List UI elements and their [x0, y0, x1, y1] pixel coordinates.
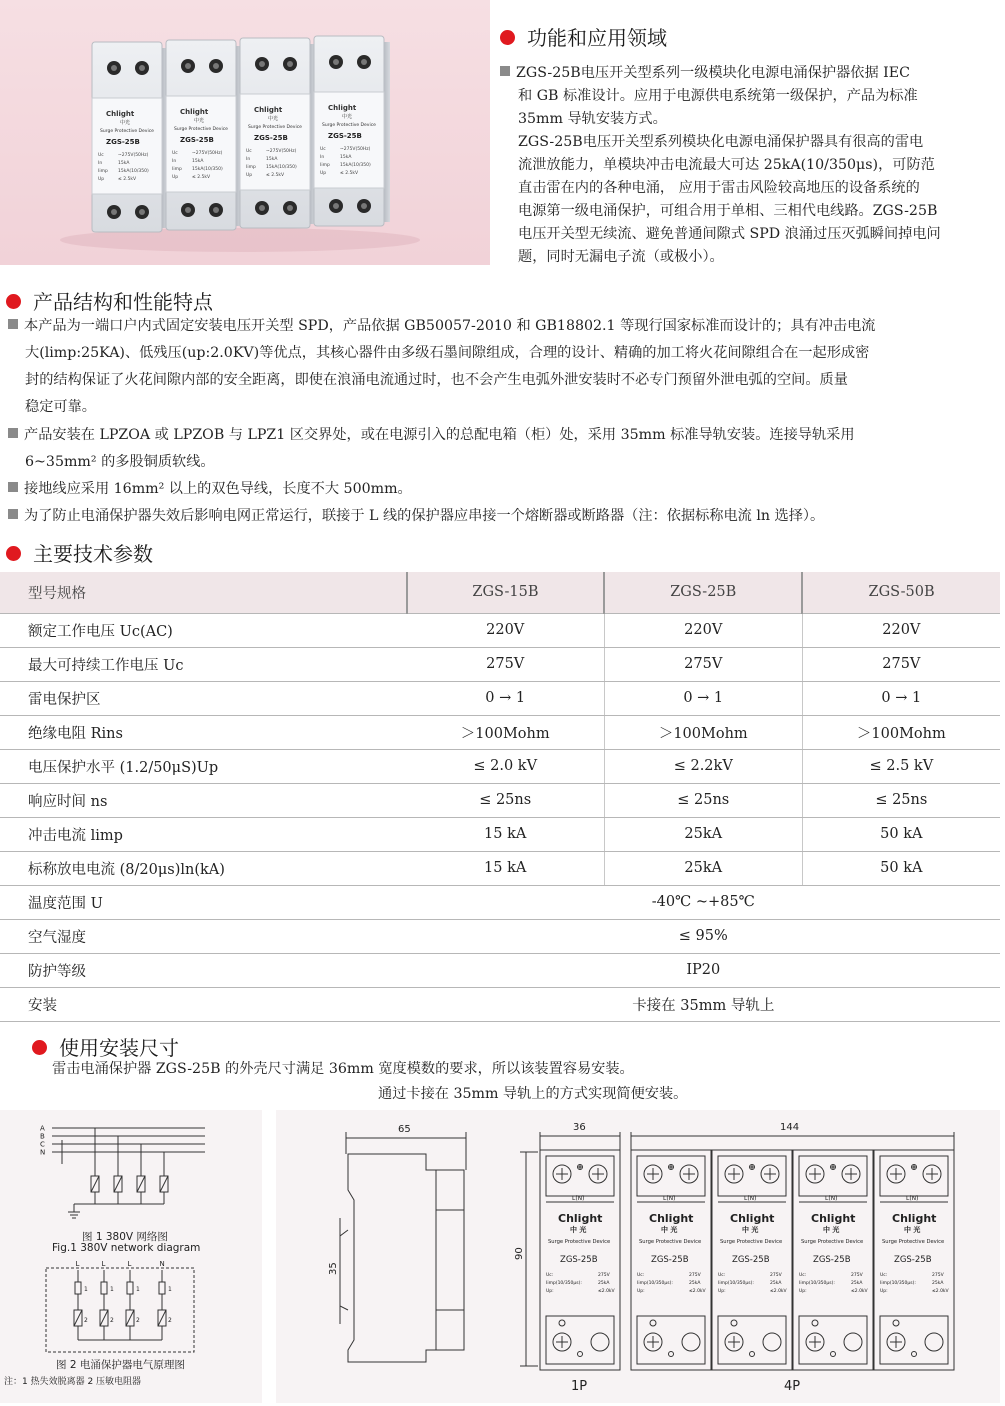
model-label: ZGS-25B	[180, 136, 214, 144]
module-model: ZGS-25B	[651, 1255, 689, 1265]
dimension-text-2: 通过卡接在 35mm 导轨上的方式实现简便安装。	[378, 1086, 688, 1102]
phase-label: B	[40, 1132, 45, 1141]
square-bullet-icon	[8, 509, 18, 519]
spec-key: Up	[98, 177, 105, 182]
model-label: ZGS-25B	[254, 134, 288, 142]
svg-text:1: 1	[168, 1286, 172, 1293]
bullet-line	[8, 503, 1000, 530]
bullet-line-text: 6~35mm² 的多股铜质软线。	[25, 454, 215, 470]
function-paragraph	[500, 62, 1000, 269]
spd-module	[92, 42, 168, 232]
module-spec-key: Uc:	[799, 1273, 807, 1278]
label-1p: 1P	[571, 1379, 588, 1394]
structure-bullet	[8, 476, 1000, 503]
spec-key: In	[246, 157, 251, 162]
module-spec-value: ≤2.0kV	[851, 1289, 868, 1294]
device-label: Surge Protective Device	[174, 127, 228, 132]
dim-rail-label: 35	[328, 1262, 339, 1275]
svg-text:1: 1	[136, 1286, 140, 1293]
spd-module	[314, 36, 390, 226]
spec-value: 15kA	[192, 159, 204, 164]
spec-value: 15kA(10/350)	[266, 165, 297, 170]
paragraph-line: 直击雷在内的各种电涌， 应用于雷击风险较高地压的设备系统的	[518, 180, 920, 196]
table-row	[0, 613, 1000, 647]
module-spec-value: 275V	[851, 1273, 863, 1278]
thermal-disconnector-icon	[101, 1282, 107, 1294]
module-spec-key: Up:	[880, 1289, 888, 1294]
ground-icon	[559, 1320, 565, 1326]
terminal-label: N	[159, 1260, 165, 1268]
bullet-dot-icon	[32, 1040, 47, 1055]
paragraph-line-text: ZGS-25B电压开关型系列一级模块化电源电涌保护器依据 IEC	[516, 65, 910, 81]
svg-text:2: 2	[84, 1317, 88, 1324]
row-label: 雷电保护区	[0, 681, 407, 715]
bullet-dot-icon	[6, 546, 21, 561]
terminal-label: L(N)	[572, 1195, 585, 1202]
svg-text:2: 2	[168, 1317, 172, 1324]
table-row	[0, 681, 1000, 715]
dim-depth-label: 65	[398, 1124, 411, 1135]
ground-icon	[893, 1320, 899, 1326]
thermal-disconnector-icon	[127, 1282, 133, 1294]
module-spec-key: Up:	[718, 1289, 726, 1294]
row-value: ＞100Mohm	[802, 715, 1000, 749]
row-value: ≤ 25ns	[802, 783, 1000, 817]
row-value: -40℃ ~+85℃	[407, 885, 1000, 919]
paragraph-line	[500, 62, 1000, 85]
module-brand-cn: 中 光	[570, 1226, 587, 1234]
row-label: 标称放电电流 (8/20μs)ln(kA)	[0, 851, 407, 885]
module-spec-key: Uc:	[880, 1273, 888, 1278]
structure-bullet	[8, 313, 1000, 421]
model-label: ZGS-25B	[106, 138, 140, 146]
spec-value: 15kA(10/350)	[340, 163, 371, 168]
brand-label-cn: 中光	[194, 118, 205, 124]
module-spec-value: 25kA	[851, 1281, 863, 1286]
spec-key: In	[98, 161, 103, 166]
module-spec-key: Iimp(10/350μs):	[637, 1281, 673, 1286]
spec-key: Up	[172, 175, 179, 180]
brand-label: Chlight	[180, 108, 209, 116]
module-brand-cn: 中 光	[904, 1226, 921, 1234]
module-spec-value: 275V	[598, 1273, 610, 1278]
paragraph-line: 电压开关型无续流、避免普通间隙式 SPD 浪涌过压灭弧瞬间掉电问	[518, 226, 941, 242]
section-title: 功能和应用领域	[527, 26, 667, 50]
module-spec-key: Up:	[799, 1289, 807, 1294]
table-header-model: ZGS-50B	[802, 572, 1000, 613]
row-label: 电压保护水平 (1.2/50μS)Up	[0, 749, 407, 783]
paragraph-line: 35mm 导轨安装方式。	[518, 111, 667, 127]
spec-value: ≤ 2.5kV	[192, 175, 211, 180]
section-title: 产品结构和性能特点	[33, 290, 213, 314]
bullet-line-text: 大(limp:25KA)、低残压(up:2.0KV)等优点，其核心器件由多级石墨间隙组成，合理的设计、精确的加工将火花间隙组合在一起形成密	[25, 345, 870, 361]
paragraph-line: 和 GB 标准设计。应用于电源供电系统第一级保护，产品为标准	[518, 88, 918, 104]
spec-key: Iimp	[320, 163, 330, 168]
module-spec-value: ≤2.0kV	[689, 1289, 706, 1294]
square-bullet-icon	[8, 319, 18, 329]
paragraph-line: 电源第一级电涌保护，可组合用于单相、三相代电线路。ZGS-25B	[518, 203, 938, 219]
device-label: Surge Protective Device	[100, 129, 154, 134]
module-brand-cn: 中 光	[661, 1226, 678, 1234]
module-spec-key: Iimp(10/350μs):	[880, 1281, 916, 1286]
row-value: 275V	[802, 647, 1000, 681]
section-title: 使用安装尺寸	[59, 1036, 179, 1060]
spec-value: 15kA(10/350)	[192, 167, 223, 172]
spec-key: Iimp	[98, 169, 108, 174]
fig2-caption: 图 2 电涌保护器电气原理图	[56, 1359, 185, 1371]
terminal-label: L	[101, 1260, 106, 1268]
spec-key: Uc	[172, 151, 178, 156]
bullet-line	[8, 340, 1000, 367]
bullet-line-text: 产品安装在 LPZOA 或 LPZOB 与 LPZ1 区交界处，或在电源引入的总配电箱（柜）处，采用 35mm 标准导轨安装。连接导轨采用	[24, 427, 855, 443]
table-row	[0, 851, 1000, 885]
table-row	[0, 715, 1000, 749]
module-spec-key: Uc:	[637, 1273, 645, 1278]
section-heading-dimensions	[32, 1032, 179, 1061]
table-header-row	[0, 572, 1000, 613]
bullet-line-text: 为了防止电涌保护器失效后影响电网正常运行，联接于 L 线的保护器应串接一个熔断器或断路器（注：依据标称电流 ln 选择）。	[24, 508, 825, 524]
row-value: 0 → 1	[802, 681, 1000, 715]
row-value: ≤ 2.5 kV	[802, 749, 1000, 783]
row-label: 绝缘电阻 Rins	[0, 715, 407, 749]
row-value: 50 kA	[802, 817, 1000, 851]
bullet-line	[8, 313, 1000, 340]
module-brand-cn: 中 光	[823, 1226, 840, 1234]
section-heading-params	[6, 538, 153, 567]
row-value: ≤ 2.2kV	[604, 749, 802, 783]
bullet-line	[8, 367, 1000, 394]
spec-key: In	[320, 155, 325, 160]
terminal-label: L	[127, 1260, 132, 1268]
module-model: ZGS-25B	[560, 1255, 598, 1265]
wiring-diagram-panel	[0, 1110, 262, 1403]
spec-value: ~275V(50Hz)	[340, 147, 371, 152]
row-value: 25kA	[604, 851, 802, 885]
module-spec-value: 25kA	[770, 1281, 782, 1286]
brand-label: Chlight	[254, 106, 283, 114]
spec-value: ~275V(50Hz)	[266, 149, 297, 154]
row-label: 冲击电流 limp	[0, 817, 407, 851]
bullet-line-text: 封的结构保证了火花间隙内部的安全距离，即使在浪涌电流通过时，也不会产生电弧外泄安装时不必专门预留外泄电弧的空间。质量	[25, 372, 848, 388]
spec-table	[0, 572, 1000, 1022]
table-header-label: 型号规格	[0, 572, 407, 613]
device-label: Surge Protective Device	[322, 123, 376, 128]
square-bullet-icon	[500, 66, 510, 76]
ground-icon	[731, 1320, 737, 1326]
table-row	[0, 953, 1000, 987]
table-row	[0, 817, 1000, 851]
table-header-model: ZGS-25B	[604, 572, 802, 613]
table-row	[0, 987, 1000, 1021]
spec-key: Up	[320, 171, 327, 176]
dim-width-4p-label: 144	[780, 1122, 800, 1133]
row-label: 温度范围 U	[0, 885, 407, 919]
dim-height-label: 90	[514, 1247, 525, 1260]
module-spec-value: 25kA	[689, 1281, 701, 1286]
dim-width-1p-label: 36	[573, 1122, 586, 1133]
svg-text:1: 1	[110, 1286, 114, 1293]
row-value: 220V	[802, 613, 1000, 647]
module-device: Surge Protective Device	[882, 1239, 945, 1245]
paragraph-line: ZGS-25B电压开关型系列模块化电源电涌保护器具有很高的雷电	[518, 134, 924, 150]
module-spec-value: 275V	[689, 1273, 701, 1278]
table-row	[0, 749, 1000, 783]
brand-label: Chlight	[106, 110, 135, 118]
spec-value: ≤ 2.5kV	[340, 171, 359, 176]
spec-value: 15kA	[118, 161, 130, 166]
structure-bullet	[8, 503, 1000, 530]
bullet-line	[8, 476, 1000, 503]
bullet-line	[8, 394, 1000, 421]
row-value: 50 kA	[802, 851, 1000, 885]
module-spec-key: Iimp(10/350μs):	[546, 1281, 582, 1286]
module-device: Surge Protective Device	[639, 1239, 702, 1245]
module-spec-value: 275V	[770, 1273, 782, 1278]
row-label: 安装	[0, 987, 407, 1021]
spec-value: 15kA(10/350)	[118, 169, 149, 174]
module-brand: Chlight	[730, 1212, 775, 1225]
bullet-line-text: 本产品为一端口户内式固定安装电压开关型 SPD，产品依据 GB50057-2010 和 GB18802.1 等现行国家标准而设计的；具有冲击电流	[24, 318, 876, 334]
row-value: 15 kA	[407, 851, 605, 885]
module-spec-value: 25kA	[932, 1281, 944, 1286]
paragraph-line: 题，同时无漏电子流（或极小）。	[518, 249, 724, 265]
module-spec-key: Up:	[637, 1289, 645, 1294]
table-row	[0, 647, 1000, 681]
spec-key: Iimp	[246, 165, 256, 170]
dimension-drawing-panel	[276, 1110, 1000, 1403]
square-bullet-icon	[8, 482, 18, 492]
bullet-dot-icon	[6, 294, 21, 309]
row-value: 220V	[604, 613, 802, 647]
module-spec-key: Uc:	[546, 1273, 554, 1278]
module-spec-value: ≤2.0kV	[932, 1289, 949, 1294]
table-row	[0, 919, 1000, 953]
label-4p: 4P	[784, 1379, 801, 1394]
row-value: 0 → 1	[407, 681, 605, 715]
module-model: ZGS-25B	[732, 1255, 770, 1265]
row-value: 卡接在 35mm 导轨上	[407, 987, 1000, 1021]
spd-module	[166, 40, 242, 230]
device-label: Surge Protective Device	[248, 125, 302, 130]
thermal-disconnector-icon	[159, 1282, 165, 1294]
spec-value: 15kA	[340, 155, 352, 160]
table-header-model: ZGS-15B	[407, 572, 605, 613]
terminal-label: L(N)	[744, 1195, 757, 1202]
brand-label-cn: 中光	[120, 120, 131, 126]
module-spec-value: 275V	[932, 1273, 944, 1278]
terminal-label: L(N)	[663, 1195, 676, 1202]
row-value: ≤ 2.0 kV	[407, 749, 605, 783]
row-label: 额定工作电压 Uc(AC)	[0, 613, 407, 647]
ground-icon	[650, 1320, 656, 1326]
module-spec-key: Uc:	[718, 1273, 726, 1278]
module-model: ZGS-25B	[813, 1255, 851, 1265]
ground-icon	[812, 1320, 818, 1326]
row-value: ≤ 95%	[407, 919, 1000, 953]
spd-module-illustration	[0, 0, 490, 265]
dimension-drawing	[276, 1110, 1000, 1403]
spd-module	[240, 38, 316, 228]
row-value: IP20	[407, 953, 1000, 987]
row-value: 275V	[407, 647, 605, 681]
spec-value: ≤ 2.5kV	[118, 177, 137, 182]
row-value: 275V	[604, 647, 802, 681]
bullet-line	[8, 422, 1000, 449]
row-value: 15 kA	[407, 817, 605, 851]
table-row	[0, 783, 1000, 817]
terminal-label: L(N)	[825, 1195, 838, 1202]
module-device: Surge Protective Device	[801, 1239, 864, 1245]
module-brand: Chlight	[649, 1212, 694, 1225]
dimension-text-1: 雷击电涌保护器 ZGS-25B 的外壳尺寸满足 36mm 宽度模数的要求，所以该装置容易安装。	[52, 1061, 634, 1077]
product-photo	[0, 0, 490, 265]
phase-label: N	[40, 1148, 46, 1157]
square-bullet-icon	[8, 428, 18, 438]
row-value: 25kA	[604, 817, 802, 851]
row-label: 空气湿度	[0, 919, 407, 953]
terminal-label: L	[75, 1260, 80, 1268]
module-spec-key: Up:	[546, 1289, 554, 1294]
module-spec-value: 25kA	[598, 1281, 610, 1286]
module-spec-key: Iimp(10/350μs):	[799, 1281, 835, 1286]
module-spec-key: Iimp(10/350μs):	[718, 1281, 754, 1286]
row-value: ≤ 25ns	[604, 783, 802, 817]
spec-key: Iimp	[172, 167, 182, 172]
side-view	[340, 1154, 464, 1362]
module-brand: Chlight	[558, 1212, 603, 1225]
row-label: 防护等级	[0, 953, 407, 987]
module-brand-cn: 中 光	[742, 1226, 759, 1234]
module-device: Surge Protective Device	[720, 1239, 783, 1245]
row-label: 响应时间 ns	[0, 783, 407, 817]
brand-label: Chlight	[328, 104, 357, 112]
svg-text:2: 2	[110, 1317, 114, 1324]
spec-key: Up	[246, 173, 253, 178]
spec-key: In	[172, 159, 177, 164]
module-spec-value: ≤2.0kV	[598, 1289, 615, 1294]
module-brand: Chlight	[892, 1212, 937, 1225]
spec-value: 15kA	[266, 157, 278, 162]
row-value: ＞100Mohm	[407, 715, 605, 749]
diagram-note: 注：1 热失效脱离器 2 压敏电阻器	[4, 1377, 142, 1387]
bullet-line	[8, 449, 1000, 476]
brand-label-cn: 中光	[268, 116, 279, 122]
spec-key: Uc	[320, 147, 326, 152]
table-row	[0, 885, 1000, 919]
phase-label: C	[40, 1140, 45, 1149]
module-spec-value: ≤2.0kV	[770, 1289, 787, 1294]
spec-value: ~275V(50Hz)	[118, 153, 149, 158]
module-device: Surge Protective Device	[548, 1239, 611, 1245]
thermal-disconnector-icon	[75, 1282, 81, 1294]
fig1-caption-cn: 图 1 380V 网络图	[82, 1231, 168, 1243]
module-brand: Chlight	[811, 1212, 856, 1225]
section-title: 主要技术参数	[33, 542, 153, 566]
row-value: ＞100Mohm	[604, 715, 802, 749]
spd-boundary	[46, 1268, 194, 1352]
row-value: 220V	[407, 613, 605, 647]
module-model: ZGS-25B	[894, 1255, 932, 1265]
svg-text:2: 2	[136, 1317, 140, 1324]
terminal-label: L(N)	[906, 1195, 919, 1202]
section-heading-structure	[6, 286, 213, 315]
model-label: ZGS-25B	[328, 132, 362, 140]
spec-value: ≤ 2.5kV	[266, 173, 285, 178]
structure-bullet	[8, 422, 1000, 476]
bullet-line-text: 稳定可靠。	[25, 399, 96, 415]
spec-key: Uc	[98, 153, 104, 158]
spec-key: Uc	[246, 149, 252, 154]
brand-label-cn: 中光	[342, 114, 353, 120]
paragraph-line: 流泄放能力，单模块冲击电流最大可达 25kA(10/350μs)，可防范	[518, 157, 935, 173]
row-value: 0 → 1	[604, 681, 802, 715]
fig1-caption-en: Fig.1 380V network diagram	[52, 1242, 201, 1254]
bullet-line-text: 接地线应采用 16mm² 以上的双色导线，长度不大 500mm。	[24, 481, 412, 497]
svg-text:1: 1	[84, 1286, 88, 1293]
bullet-dot-icon	[500, 30, 515, 45]
row-label: 最大可持续工作电压 Uc	[0, 647, 407, 681]
phase-label: A	[40, 1124, 45, 1133]
spec-value: ~275V(50Hz)	[192, 151, 223, 156]
row-value: ≤ 25ns	[407, 783, 605, 817]
section-heading-function	[500, 22, 667, 51]
